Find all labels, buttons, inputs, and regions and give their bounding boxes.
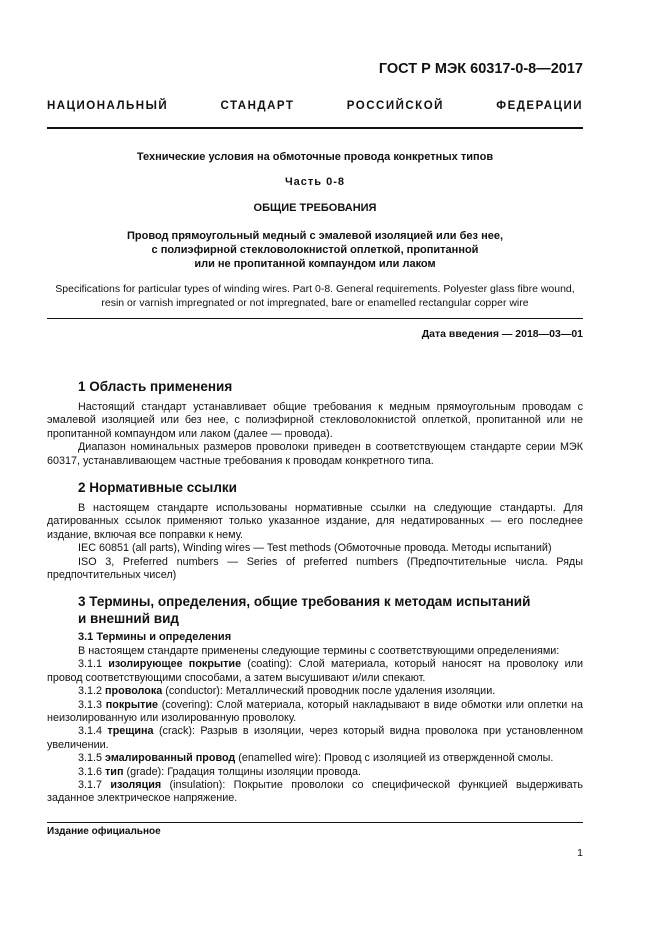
reference-item: IEC 60851 (all parts), Winding wires — Test methods (Обмоточные провода. Методы испытаний) bbox=[78, 542, 552, 555]
section-2-body bbox=[47, 502, 583, 582]
reference-item: ISO 3, Preferred numbers — Series of preferred numbers (Предпочтительные числа. Ряды предпочтительных чисел) bbox=[47, 555, 583, 582]
term-number: 3.1.2 bbox=[78, 685, 103, 698]
national-standard-banner: НАЦИОНАЛЬНЫЙ СТАНДАРТ РОССИЙСКОЙ ФЕДЕРАЦИИ bbox=[47, 100, 583, 112]
term-number: 3.1.1 bbox=[78, 658, 103, 671]
paragraph: В настоящем стандарте использованы нормативные ссылки на следующие стандарты. Для датированных ссылок применяют только указанное издание, для недатированных — его последнее издание, включая все поправки к нему. bbox=[47, 502, 583, 541]
definition: (grade): Градация толщины изоляции провода. bbox=[123, 765, 361, 778]
definition: (covering): Слой материала, который накладывают в виде обмотки или оплетки на неизолированную или изолированную проволоку. bbox=[47, 698, 583, 725]
term: изоляция bbox=[110, 779, 162, 792]
definition: (insulation): Покрытие проволоки со специфической функцией выдерживать заданное электрическое напряжение. bbox=[47, 779, 583, 805]
term-number: 3.1.4 bbox=[78, 725, 103, 738]
subsection-3-1-heading: 3.1 Термины и определения bbox=[78, 631, 232, 643]
english-title-line: Specifications for particular types of winding wires. Part 0-8. General requirements. Polyester glass fibre wound, bbox=[55, 283, 575, 295]
product-title-line: или не пропитанной компаундом или лаком bbox=[194, 258, 436, 270]
collection-title: Технические условия на обмоточные провода конкретных типов bbox=[136, 151, 494, 163]
term-definition bbox=[47, 752, 583, 765]
term-definition bbox=[47, 725, 583, 752]
definition: (coating): Слой материала, который наносят на проволоку или провод соответствующими способами, а затем высушивают и/или спекают. bbox=[47, 658, 583, 684]
product-title-line: Провод прямоугольный медный с эмалевой изоляцией или без нее, bbox=[126, 230, 503, 242]
english-title bbox=[47, 283, 583, 310]
paragraph: В настоящем стандарте применены следующие термины с соответствующими определениями: bbox=[78, 645, 560, 657]
term-definition bbox=[47, 766, 583, 779]
title-divider bbox=[47, 318, 583, 319]
footer-divider bbox=[47, 822, 583, 823]
term-definition bbox=[47, 699, 583, 726]
term-definition bbox=[47, 779, 583, 806]
term: покрытие bbox=[105, 698, 159, 711]
term: изолирующее покрытие bbox=[108, 658, 242, 671]
term-number: 3.1.6 bbox=[78, 765, 103, 778]
standard-number: ГОСТ Р МЭК 60317-0-8—2017 bbox=[378, 61, 583, 77]
english-title-line: resin or varnish impregnated or not impregnated, bare or enamelled rectangular copper wire bbox=[101, 296, 529, 309]
section-3-body bbox=[47, 645, 583, 806]
definition: (crack): Разрыв в изоляции, через который видна проволока при установленном увеличении. bbox=[47, 725, 584, 751]
product-title-line: с полиэфирной стекловолокнистой оплеткой, пропитанной bbox=[151, 244, 479, 256]
section-3-heading-line: и внешний вид bbox=[78, 611, 179, 626]
section-1-heading: 1 Область применения bbox=[78, 379, 233, 394]
paragraph: Диапазон номинальных размеров проволоки приведен в соответствующем стандарте серии МЭК 60317, устанавливающем частные требования к проводам конкретного типа. bbox=[47, 441, 583, 467]
term: тип bbox=[105, 765, 124, 778]
term-number: 3.1.7 bbox=[78, 779, 103, 792]
term: проволока bbox=[105, 685, 163, 698]
section-3-heading-line: 3 Термины, определения, общие требования к методам испытаний bbox=[78, 594, 531, 609]
product-title bbox=[47, 229, 583, 271]
official-edition-label: Издание официальное bbox=[47, 826, 161, 837]
part-label: Часть 0-8 bbox=[284, 176, 346, 188]
term-definition bbox=[47, 685, 583, 698]
top-divider bbox=[47, 127, 583, 129]
term-number: 3.1.5 bbox=[78, 752, 103, 765]
page-number: 1 bbox=[577, 847, 583, 859]
general-requirements-title: ОБЩИЕ ТРЕБОВАНИЯ bbox=[253, 202, 377, 214]
section-1-body bbox=[47, 401, 583, 468]
definition: (conductor): Металлический проводник после удаления изоляции. bbox=[162, 685, 496, 698]
term-number: 3.1.3 bbox=[78, 698, 103, 711]
definition: (enamelled wire): Провод с изоляцией из отвержденной смолы. bbox=[235, 752, 554, 765]
section-2-heading: 2 Нормативные ссылки bbox=[78, 480, 237, 495]
introduction-date: Дата введения — 2018—03—01 bbox=[421, 328, 583, 340]
term-definition bbox=[47, 658, 583, 685]
term: эмалированный провод bbox=[105, 752, 236, 765]
paragraph: Настоящий стандарт устанавливает общие требования к медным прямоугольным проводам с эмалевой изоляцией или без нее, с полиэфирной стекловолокнистой оплеткой, пропитанной или не пропитанной компаундом или лаком (далее — провода). bbox=[47, 401, 583, 440]
term: трещина bbox=[107, 725, 154, 738]
section-3-heading bbox=[78, 593, 583, 627]
